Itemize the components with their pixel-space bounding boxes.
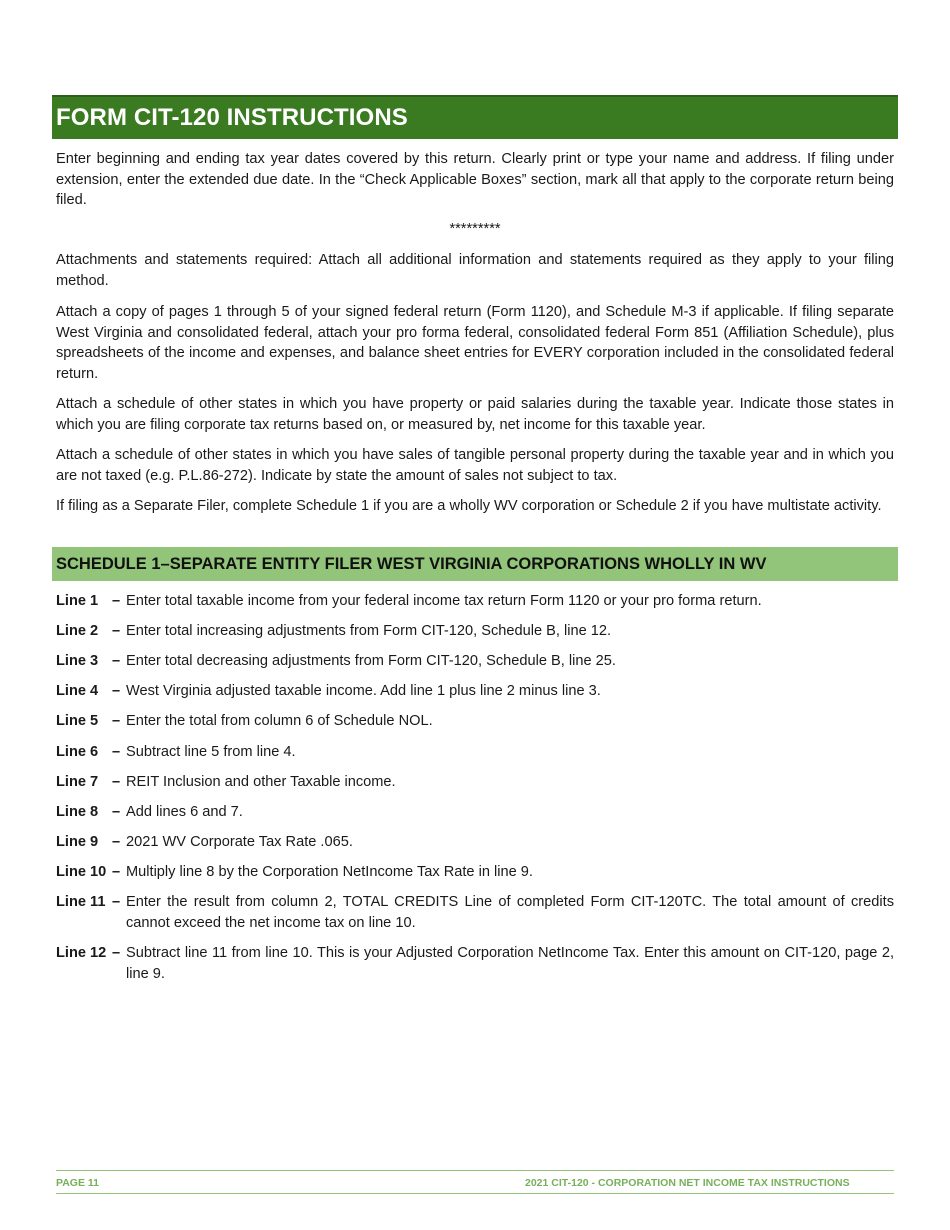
line-item (56, 681, 894, 702)
line-text: Enter the total from column 6 of Schedule NOL. (126, 713, 433, 729)
line-text: Enter total taxable income from your federal income tax return Form 1120 or your pro forma return. (126, 593, 762, 609)
separate-filer-paragraph: If filing as a Separate Filer, complete Schedule 1 if you are a wholly WV corporation or Schedule 2 if you have multistate activity. (56, 498, 882, 514)
line-label: Line 4 (56, 683, 99, 699)
line-label: Line 12 (56, 945, 107, 961)
line-text: Add lines 6 and 7. (126, 804, 243, 820)
line-item (56, 832, 894, 853)
line-label: Line 7 (56, 774, 99, 790)
line-label: Line 8 (56, 804, 99, 820)
line-item (56, 772, 894, 793)
line-dash: – (112, 593, 121, 609)
line-item (56, 742, 894, 763)
line-label: Line 10 (56, 864, 107, 880)
separator-stars: ********* (449, 221, 501, 237)
intro-paragraph: Enter beginning and ending tax year dates covered by this return. Clearly print or type your name and address. If filing under extension, enter the extended due date. In the “Check Applicable Boxes” section, mark all that apply to the corporate return being filed. (56, 151, 894, 208)
line-item (56, 892, 894, 933)
line-item (56, 862, 894, 883)
line-dash: – (112, 945, 121, 961)
line-item (56, 802, 894, 823)
schedule-section-bar (52, 547, 898, 581)
footer-document-title: 2021 CIT-120 - CORPORATION NET INCOME TAX INSTRUCTIONS (525, 1177, 850, 1189)
line-dash: – (112, 774, 121, 790)
line-item (56, 591, 894, 612)
footer-bottom-rule (56, 1193, 894, 1194)
line-dash: – (112, 623, 121, 639)
line-text: Multiply line 8 by the Corporation NetIncome Tax Rate in line 9. (126, 864, 533, 880)
line-dash: – (112, 713, 121, 729)
other-states-property-paragraph: Attach a schedule of other states in which you have property or paid salaries during the taxable year. Indicate those states in which you are filing corporate tax returns based on, or measured by, net income for this taxable year. (56, 396, 894, 433)
line-dash: – (112, 683, 121, 699)
line-text: 2021 WV Corporate Tax Rate .065. (126, 834, 353, 850)
page-title: FORM CIT-120 INSTRUCTIONS (56, 104, 408, 131)
line-label: Line 9 (56, 834, 99, 850)
line-text: Enter total decreasing adjustments from Form CIT-120, Schedule B, line 25. (126, 653, 616, 669)
line-label: Line 6 (56, 744, 99, 760)
line-text: Subtract line 5 from line 4. (126, 744, 296, 760)
line-text: Enter the result from column 2, TOTAL CREDITS Line of completed Form CIT-120TC. The total amount of credits cannot exceed the net income tax on line 10. (126, 894, 894, 931)
line-item (56, 943, 894, 984)
line-label: Line 2 (56, 623, 99, 639)
line-label: Line 1 (56, 593, 99, 609)
line-dash: – (112, 744, 121, 760)
line-item (56, 621, 894, 642)
line-item (56, 651, 894, 672)
footer-page-number: PAGE 11 (56, 1177, 99, 1189)
title-bar (52, 95, 898, 139)
line-text: REIT Inclusion and other Taxable income. (126, 774, 396, 790)
attachments-paragraph: Attachments and statements required: Attach all additional information and statements required as they apply to your filing method. (56, 252, 894, 289)
footer-top-rule (56, 1170, 894, 1171)
line-dash: – (112, 834, 121, 850)
line-dash: – (112, 653, 121, 669)
line-item (56, 711, 894, 732)
line-label: Line 3 (56, 653, 99, 669)
line-dash: – (112, 804, 121, 820)
federal-return-paragraph: Attach a copy of pages 1 through 5 of your signed federal return (Form 1120), and Schedule M-3 if applicable. If filing separate West Virginia and consolidated federal, attach your pro forma federal, consolidated federal Form 851 (Affiliation Schedule), plus spreadsheets of the income and expenses, and balance sheet entries for EVERY corporation included in the consolidated federal return. (56, 304, 894, 382)
line-label: Line 11 (56, 894, 106, 910)
line-label: Line 5 (56, 713, 99, 729)
line-text: Enter total increasing adjustments from Form CIT-120, Schedule B, line 12. (126, 623, 612, 639)
line-dash: – (112, 864, 121, 880)
other-states-sales-paragraph: Attach a schedule of other states in which you have sales of tangible personal property during the taxable year and in which you are not taxed (e.g. P.L.86-272). Indicate by state the amount of sales not subject to tax. (56, 447, 894, 484)
schedule-heading: SCHEDULE 1–SEPARATE ENTITY FILER WEST VIRGINIA CORPORATIONS WHOLLY IN WV (56, 555, 767, 573)
line-dash: – (112, 894, 121, 910)
line-text: West Virginia adjusted taxable income. Add line 1 plus line 2 minus line 3. (126, 683, 601, 699)
line-text: Subtract line 11 from line 10. This is your Adjusted Corporation NetIncome Tax. Enter this amount on CIT-120, page 2, line 9. (126, 945, 894, 982)
